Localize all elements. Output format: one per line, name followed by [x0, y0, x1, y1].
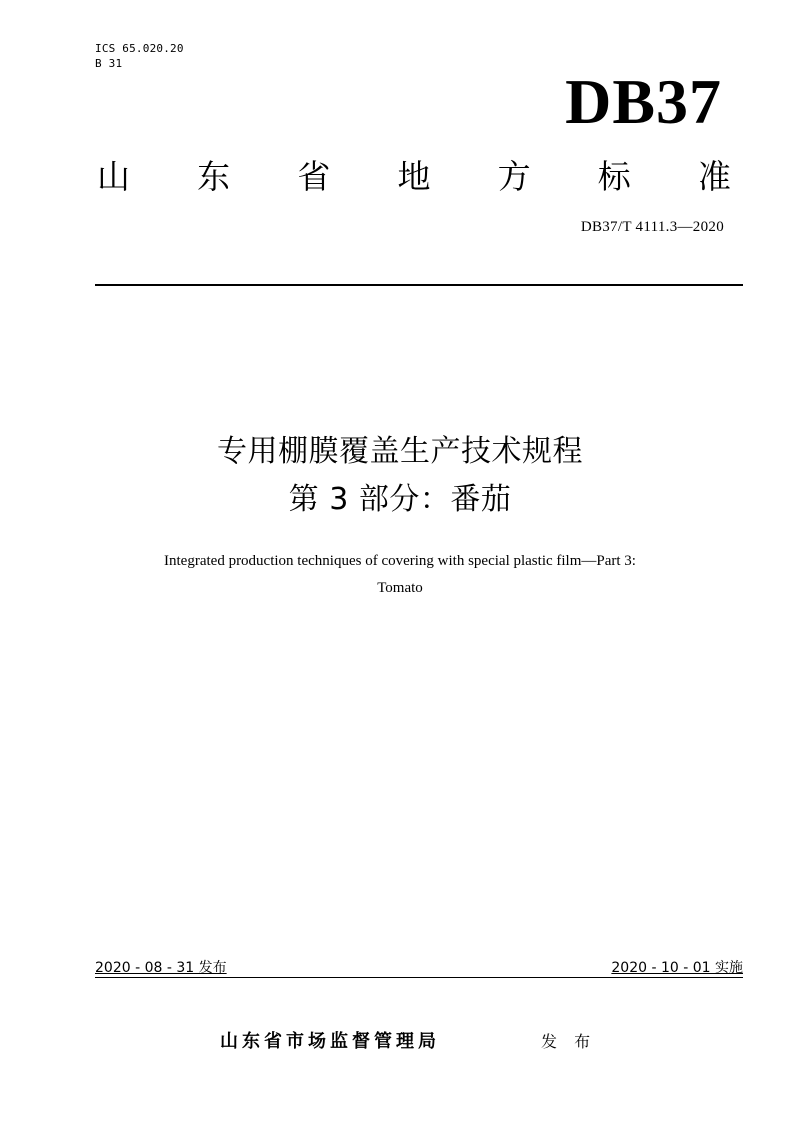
- footer-divider: [95, 977, 743, 978]
- implementation-date: 2020 - 10 - 01 实施: [611, 960, 743, 976]
- provincial-char: 标: [597, 157, 631, 196]
- provincial-char: 方: [497, 157, 531, 196]
- release-date: 2020 - 08 - 31 发布: [95, 960, 227, 976]
- document-title: 专用棚膜覆盖生产技术规程: [217, 434, 583, 469]
- ccs-code: B 31: [95, 57, 123, 70]
- standard-number: DB37/T 4111.3—2020: [580, 219, 724, 235]
- date-row: [95, 958, 743, 978]
- db-code: DB37: [565, 66, 722, 137]
- issue-label: 发 布: [541, 1032, 597, 1051]
- provincial-char: 山: [97, 157, 130, 196]
- issuing-authority: 山东省市场监督管理局: [220, 1031, 440, 1052]
- provincial-char: 东: [197, 157, 231, 196]
- provincial-char: 准: [697, 157, 731, 196]
- header-divider: [95, 284, 743, 286]
- provincial-char: 地: [397, 157, 431, 196]
- provincial-standard-heading: [97, 156, 731, 198]
- english-title: Integrated production techniques of covering with special plastic film—Part 3:: [164, 553, 636, 569]
- ics-code: ICS 65.020.20: [95, 42, 184, 55]
- document-subtitle: 第 3 部分：番茄: [288, 482, 512, 517]
- provincial-char: 省: [297, 157, 331, 196]
- english-subtitle: Tomato: [377, 580, 423, 596]
